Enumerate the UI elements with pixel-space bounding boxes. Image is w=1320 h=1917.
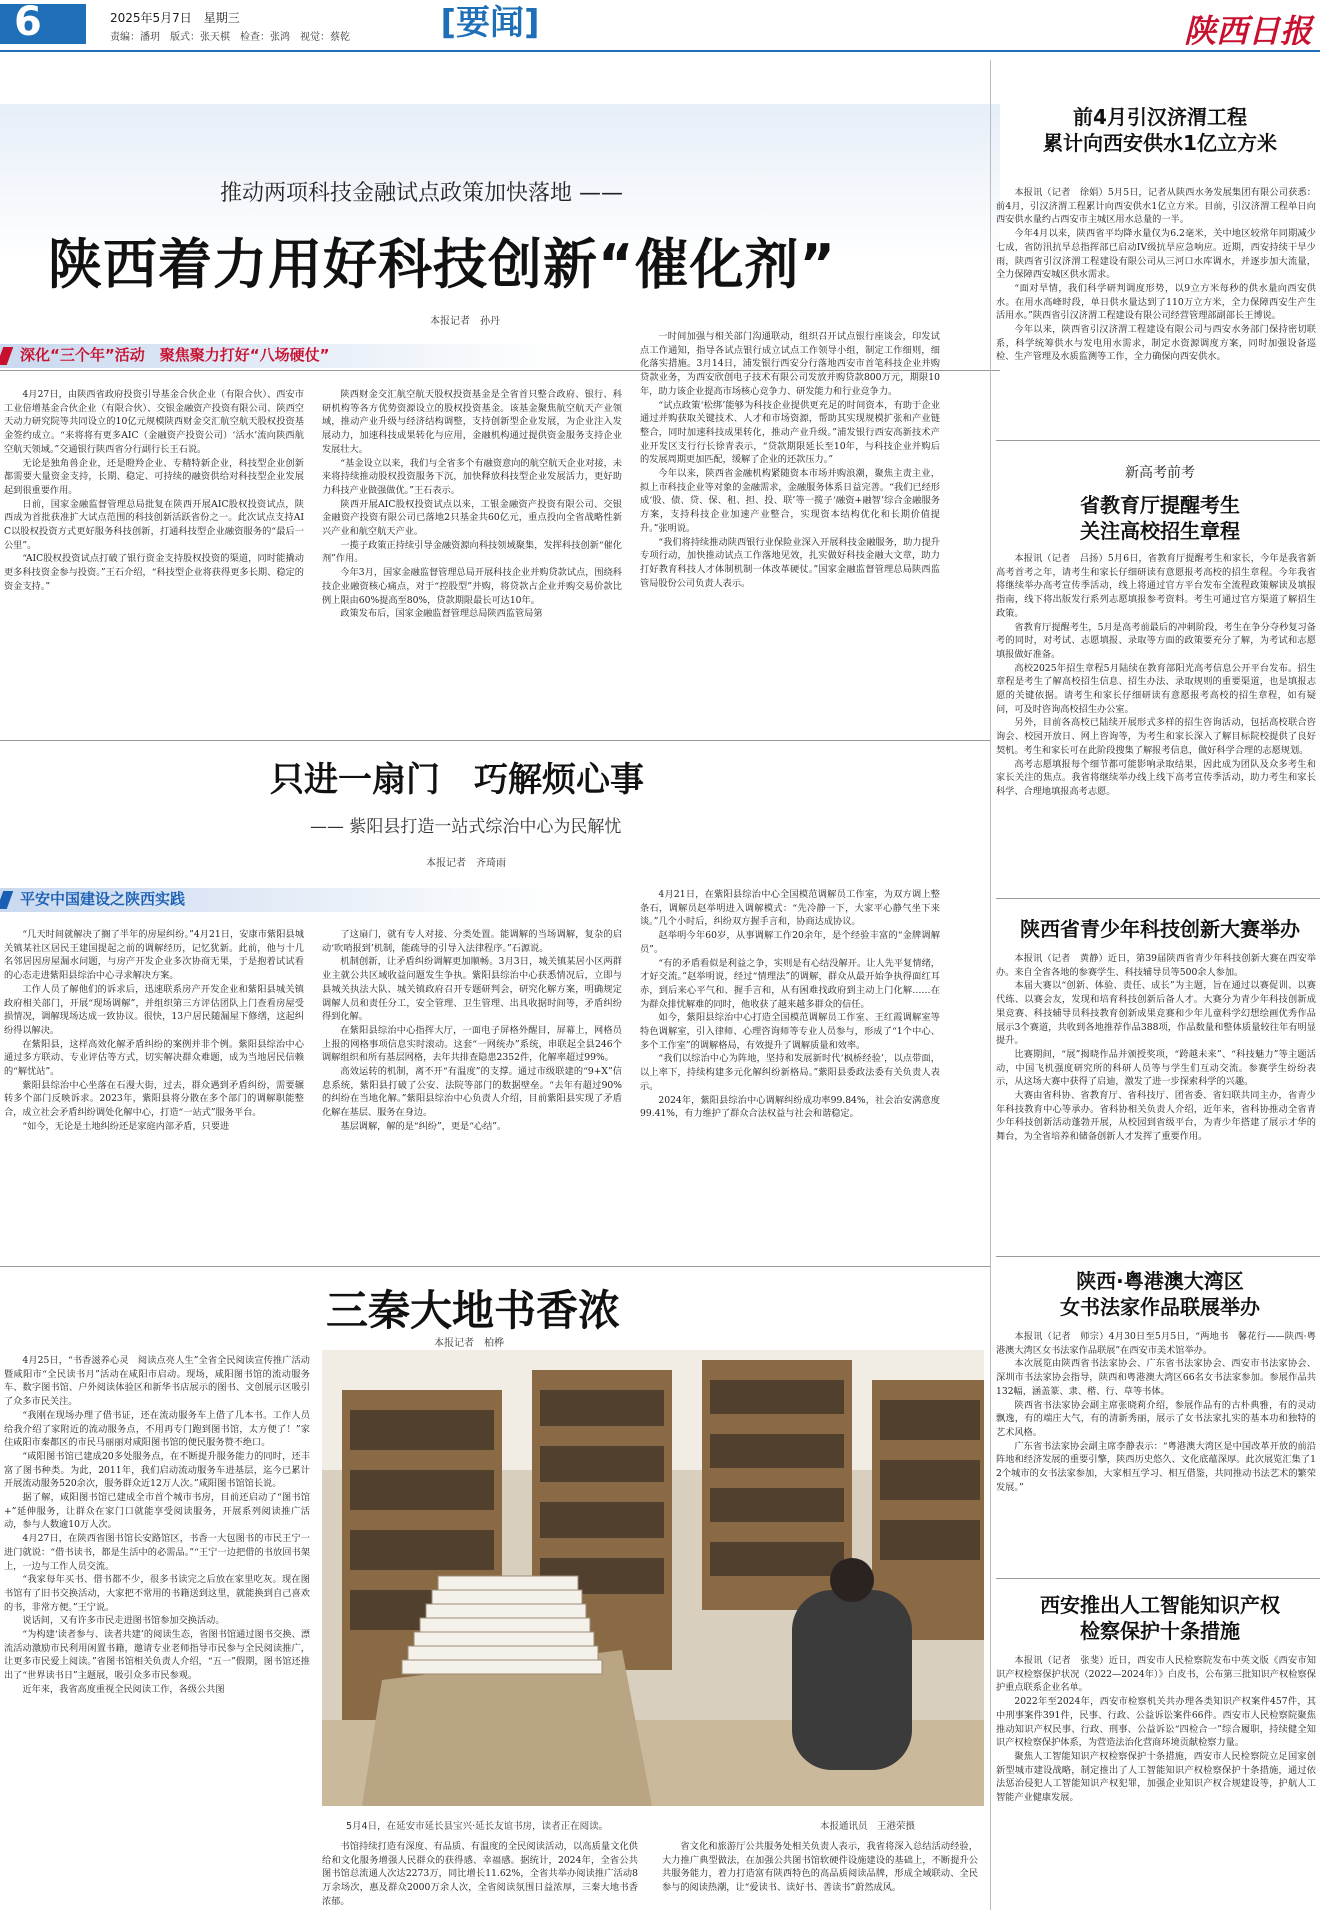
gaokao-kicker: 新高考前考 [1125,465,1195,481]
paragraph: 书馆持续打造有深度、有品质、有温度的全民阅读活动，以高质量文化供给和文化服务增强人民群众的获得感、幸福感。据统计，2024年，全省公共图书馆总流通人次达2273万，同比增长11.62%，全省共举办阅读推广活动8万余场次，惠及群众2000万余人次，全省阅读氛围日益浓厚，三秦大地书香浓郁。 [322,1841,638,1907]
bookstore-photo [322,1350,984,1806]
masthead-rule [0,50,1320,52]
paragraph: 另外，目前各高校已陆续开展形式多样的招生咨询活动，包括高校联合咨询会、校园开放日、网上咨询等，为考生和家长深入了解目标院校提供了良好契机。考生和家长可在此阶段搜集了解报考信息，做好科学合理的志愿规划。 [996,717,1316,756]
paragraph: 据了解，咸阳图书馆已建成全市首个城市书房，目前还启动了“图书馆+”延伸服务，让群众在家门口就能享受阅读服务，开展系列阅读推广活动，参与人数逾10万人次。 [4,1492,310,1531]
paragraph: “我们将持续推动陕西银行业保险业深入开展科技金融服务，助力提升专项行动，加快推动试点工作落地见效，扎实做好科技金融大文章，助力打好教育科技人才体制机制一体改革硬仗。”国家金融监督管理总局陕西监管局股份公司负责人表示。 [640,536,940,589]
paragraph: 赵举明今年60岁，从事调解工作20余年，是个经验丰富的“金牌调解员”。 [640,930,940,955]
paragraph: 陕西省书法家协会副主席张晓莉介绍，参展作品有的古朴典雅，有的灵动飘逸，有的端庄大气，有的清新秀丽，展示了女书法家扎实的基本功和独特的艺术风格。 [996,1399,1316,1438]
paragraph: 基层调解，解的是“纠纷”，更是“心结”。 [340,1120,507,1132]
paragraph: 一时间加强与相关部门沟通联动，组织召开试点银行座谈会，印发试点工作通知，指导各试点银行成立试点工作领导小组，制定工作细则，细化落实措施。3月14日，浦发银行西安分行落地西安市首笔科技企业并购贷款业务，为西安欣创电子技术有限公司发放并购贷款800万元，期限10年，助力该企业提高市场核心竞争力、研发能力和行业竞争力。 [640,331,940,397]
paragraph: 在紫阳县，这样高效化解矛盾纠纷的案例并非个例。紫阳县综治中心通过多方联动、专业评估等方式，切实解决群众难题，成为当地居民信赖的“解忧站”。 [4,1038,304,1078]
paragraph: 本报讯（记者 黄静）近日，第39届陕西省青少年科技创新大赛在西安举办。来自全省各地的参赛学生、科技辅导员等500余人参加。 [996,953,1316,978]
photo-caption: 5月4日，在延安市延长县宝兴·延长友谊书房，读者正在阅读。 [346,1821,609,1832]
paragraph: 本报讯（记者 徐娟）5月5日，记者从陕西水务发展集团有限公司获悉：前4月，引汉济渭工程累计向西安供水1亿立方米。目前，引汉济渭工程单日向西安供水量约占西安市主城区用水总量的一半。 [996,187,1316,226]
paragraph: 今年以来，陕西省金融机构紧随资本市场并购浪潮，聚焦主责主业，拟上市科技企业等对象的金融需求，金融服务体系日益完善。“我们已经形成‘股、债、贷、保、租、担、投、联’等一揽子‘融资+融智’综合金融服务方案，支持科技企业加速产业整合，实现资本结构优化和长期价值提升。”张明说。 [640,468,940,534]
paragraph: “AIC股权投资试点打破了银行资金支持股权投资的渠道，同时能撬动更多科技资金参与投资。”王石介绍，“科技型企业将获得更多长期、稳定的资金支持。” [4,553,304,592]
lead-byline: 本报记者 孙丹 [430,316,500,327]
lead-title: 陕西着力用好科技创新“催化剂” [48,233,836,296]
paragraph: “我们以综治中心为阵地，坚持和发展新时代‘枫桥经验’，以点带面，以上率下，持续构建多元化解纠纷新格局。”紫阳县委政法委有关负责人表示。 [640,1053,940,1092]
lead-kicker: 推动两项科技金融试点政策加快落地 —— [220,181,623,206]
paragraph: “如今，无论是土地纠纷还是家庭内部矛盾，只要进 [22,1120,230,1132]
books-byline: 本报记者 柏桦 [434,1338,504,1349]
calligraphy-body [996,1330,1316,1570]
paragraph: 今年3月，国家金融监督管理总局开展科技企业并购贷款试点，围绕科技企业融资核心痛点，对于“控股型”并购，将贷款占企业并购交易价款比例上限由60%提高至80%，贷款期限最长可达10年。 [322,567,622,606]
newspaper-logo: 陕西日报 [1184,12,1313,50]
section-divider [996,1578,1320,1579]
paragraph: 本次展览由陕西省书法家协会、广东省书法家协会、西安市书法家协会、深圳市书法家协会指导，陕西和粤港澳大湾区66名女书法家参加。参展作品共132幅，涵盖篆、隶、楷、行、草等书体。 [996,1358,1316,1397]
civil-title: 只进一扇门 巧解烦心事 [270,760,644,800]
paragraph: 聚焦人工智能知识产权检察保护十条措施，西安市人民检察院立足国家创新型城市建设战略，制定推出了人工智能知识产权检察保护十条措施，通过依法惩治侵犯人工智能知识产权犯罪，加强企业知识产权合规建设等，护航人工智能产业健康发展。 [996,1750,1316,1804]
paragraph: 4月27日，由陕西省政府投资引导基金合伙企业（有限合伙）、西安市工业倍增基金合伙企业（有限合伙）、交银金融资产投资有限公司、陕西空天动力研究院等共同设立的10亿元规模陕西财金交汇航空航天股权投资基金签约成立。“来将将有更多AIC（金融资产投资公司）‘活水’流向陕西航空航天领域。”交通银行陕西省分行副行长王石说。 [4,389,304,455]
calligraphy-title: 陕西·粤港澳大湾区 女书法家作品联展举办 [1060,1269,1260,1319]
paragraph: 比赛期间，“展”揭晓作品并颁授奖项，“跨越未来”、“科技魅力”等主题活动，中国飞机强度研究所的科研人员等与学生们互动交流。参赛学生纷纷表示，从这场大赛中获得了启迪，激发了进一步探索科学的兴趣。 [996,1048,1316,1088]
paragraph: 本报讯（记者 吕扬）5月6日，省教育厅提醒考生和家长，今年是我省新高考首考之年，请考生和家长仔细研读有意愿报考高校的招生章程。今年我省将继续举办高考宣传季活动，线上将通过官方平台发布全流程政策解读及填报指南，线下将出版发行系列志愿填报参考资料。考生可通过官方渠道了解招生政策。 [996,553,1316,619]
paragraph: 高考志愿填报每个细节都可能影响录取结果，因此成为团队及众多考生和家长关注的焦点。我省将继续举办线上线下高考宣传季活动，助力考生和家长科学、合理地填报高考志愿。 [996,758,1316,797]
section-name: [要闻] [440,3,540,43]
paragraph: 4月21日，在紫阳县综治中心全国模范调解员工作室，为双方调上整条石，调解员赵举明进入调解模式：“先冷静一下，大家平心静气坐下来谈。”几个小时后，纠纷双方握手言和，协商达成协议。 [640,889,940,928]
paragraph: 2024年，紫阳县综治中心调解纠纷成功率99.84%，社会治安满意度99.41%，有力维护了群众合法权益与社会和谐稳定。 [640,1094,940,1120]
civil-section-bar [0,888,560,912]
youth-body [996,952,1316,1248]
paragraph: 大赛由省科协、省教育厅、省科技厅、团省委、省妇联共同主办，省青少年科技教育中心等承办。省科协相关负责人介绍，近年来，省科协推动全省青少年科技创新活动蓬勃开展，从校园到省级平台，为青少年搭建了展示才华的舞台，为全省培养和储备创新人才发挥了重要作用。 [996,1090,1316,1143]
paragraph: “基金设立以来，我们与全省多个有融资意向的航空航天企业对接，未来将持续推动股权投资服务下沉，加快释放科技型企业发展活力，更好助力科技产业做强做优。”王石表示。 [322,457,622,496]
paragraph: 本届大赛以“创新、体验、责任、成长”为主题，旨在通过以赛促训、以赛代练、以赛会友，发现和培育科技创新后备人才。大赛分为青少年科技创新成果竞赛、科技辅导员科技教育创新成果竞赛和少年儿童科学幻想绘画优秀作品展示3个赛道，共收到各地推荐作品388项，作品数量和整体质量较往年有明显提升。 [996,980,1316,1047]
youth-title: 陕西省青少年科技创新大赛举办 [1020,917,1300,941]
paragraph: 日前，国家金融监督管理总局批复在陕西开展AIC股权投资试点，陕西成为首批获准扩大试点范围的科技创新活跃省份之一。此次试点支持AIC以股权投资方式更好服务科技创新，打通科技型企业融资服务的“最后一公里”。 [4,498,304,551]
paragraph: “试点政策‘松绑’能够为科技企业提供更充足的时间资本，有助于企业通过并购获取关键技术、人才和市场资源，帮助其实现规模扩张和产业链整合，同时加速科技成果转化，推动产业升级。”浦发银行西安高新技术产业开发区支行行长徐青表示，“贷款期限延长至10年，与科技企业并购后的发展周期更加匹配，缓解了企业的还款压力。” [640,399,940,466]
civil-byline: 本报记者 齐琦雨 [426,858,506,869]
water-title: 前4月引汉济渭工程 累计向西安供水1亿立方米 [1043,105,1277,155]
paragraph: “为构建‘读者参与、读者共建’的阅读生态，省图书馆通过图书交换、漂流活动激励市民利用闲置书籍，邀请专业老师指导市民参与全民阅读推广，让更多市民爱上阅读。”省图书馆相关负责人介绍，“五一”假期，图书馆还推出了“世界读书日”主题展，吸引众多市民参观。 [4,1629,310,1682]
civil-col-3 [640,888,940,1268]
books-col-1 [4,1354,310,1910]
books-title: 三秦大地书香浓 [326,1286,621,1335]
lead-section-bar [0,344,560,368]
books-col-2 [322,1840,638,1912]
lead-section-label: 深化“三个年”活动 聚焦聚力打好“八场硬仗” [20,346,330,364]
civil-col-1 [4,928,304,1268]
civil-col-2 [322,928,622,1268]
lead-col-1 [4,388,304,730]
bookstore-photo-illustration [322,1350,984,1806]
paragraph: 省教育厅提醒考生，5月是高考前最后的冲刺阶段，考生在争分夺秒复习备考的同时，对考试、志愿填报、录取等方面的政策要充分了解，为考试和志愿填报做好准备。 [996,621,1316,660]
paragraph: 今年4月以来，陕西省平均降水量仅为6.2毫米，关中地区较常年同期减少七成，省防汛抗旱总指挥部已启动IV级抗旱应急响应。近期，西安持续干旱少雨，陕西省引汉济渭工程建设有限公司从三河口水库调水，并逐步加大流量，全力保障西安城区供水需求。 [996,228,1316,281]
paragraph: “面对旱情，我们科学研判调度形势，以9立方米每秒的供水量向西安供水。在用水高峰时段，单日供水量达到了110万立方米，全力保障西安生产生活用水。”陕西省引汉济渭工程建设有限公司经营管理部副部长王博说。 [996,282,1316,322]
paragraph: 今年以来，陕西省引汉济渭工程建设有限公司与西安水务部门保持密切联系，科学统筹供水与发电用水需求，制定水资源调度方案，同时加强设备巡检、生产管理及水质监测等工作，全力确保向西安供水。 [996,324,1316,363]
paragraph: 陕西开展AIC股权投资试点以来，工银金融资产投资有限公司、交银金融资产投资有限公司已落地2只基金共60亿元，重点投向全省战略性新兴产业和航空航天产业。 [322,498,622,538]
paragraph: 一揽子政策正持续引导金融资源向科技领域聚集，发挥科技创新“催化剂”作用。 [322,539,622,565]
paragraph: “咸阳图书馆已建成20多处服务点，在不断提升服务能力的同时，还丰富了图书种类。为此，2011年，我们启动流动服务车进基层，迄今已累计开展流动服务520余次，服务群众近12万人次。”咸阳图书馆馆长说。 [4,1450,310,1490]
gaokao-body [996,552,1316,892]
paragraph: 紫阳县综治中心坐落在石漫大街，过去，群众遇到矛盾纠纷，需要辗转多个部门反映诉求。2023年，紫阳县将分散在多个部门的调解职能整合，成立社会矛盾纠纷调处化解中心，打造“一站式”服务平台。 [4,1079,304,1119]
ip-title: 西安推出人工智能知识产权 检察保护十条措施 [1040,1593,1280,1643]
section-divider [996,898,1320,899]
civil-section-label: 平安中国建设之陕西实践 [20,890,186,908]
paragraph: 政策发布后，国家金融监督管理总局陕西监管局第 [340,608,543,620]
paragraph: “我刚在现场办理了借书证，还在流动服务车上借了几本书。工作人员给我介绍了家附近的流动服务点，不用再专门跑到图书馆，太方便了！”家住咸阳市秦都区的市民马丽丽对咸阳图书馆的便民服务赞不绝口。 [4,1409,310,1449]
lead-col-2 [322,388,622,730]
paragraph: 近年来，我省高度重视全民阅读工作，各级公共图 [22,1683,225,1695]
section-divider [996,1256,1320,1257]
photo-credit: 本报通讯员 王港荣摄 [820,1821,916,1832]
paragraph: 4月25日，“书香滋养心灵 阅读点亮人生”全省全民阅读宣传推广活动暨咸阳市“全民读书月”活动在咸阳市启动。现场，咸阳图书馆的流动服务车、数字图书馆、户外阅读体验区和新华书店展示的图书、文创展示区吸引了众多市民关注。 [4,1355,310,1408]
paragraph: 本报讯（记者 张斐）近日，西安市人民检察院发布中英文版《西安市知识产权检察保护状况（2022—2024年）》白皮书，公布第三批知识产权检察保护重点联系企业名单。 [996,1655,1316,1694]
page-number-block [0,4,86,44]
paragraph: 工作人员了解他们的诉求后，迅速联系房产开发企业和紫阳县城关镇政府相关部门，开展“现场调解”，并组织第三方评估团队上门查看房屋受损情况，调解现场达成一致协议。很快，13户居民随漏屋下修缮，这起纠纷得以解决。 [4,983,304,1036]
paragraph: 无论是独角兽企业，还是瞪羚企业、专精特新企业，科技型企业创新都需要大量资金支持，长期、稳定、可持续的融资供给对科技型企业发展起到很重要作用。 [4,457,304,496]
section-divider [996,440,1320,441]
gaokao-title: 省教育厅提醒考生 关注高校招生章程 [1080,493,1240,543]
water-body [996,186,1316,434]
paragraph: 陕西财金交汇航空航天股权投资基金是全省首只整合政府、银行、科研机构等各方优势资源设立的股权投资基金。该基金聚焦航空航天产业领域，推动产业升级与经济结构调整，支持创新型企业发展，为企业注入发展动力，加速科技成果转化与应用，金融机构通过提供资金服务支持企业发展壮大。 [322,389,622,455]
paragraph: 2022年至2024年，西安市检察机关共办理各类知识产权案件457件，其中刑事案件391件，民事、行政、公益诉讼案件66件。西安市人民检察院聚焦推动知识产权民事、行政、刑事、公益诉讼“四检合一”综合履职，持续健全知识产权检察保护体系，为营造法治化营商环境贡献检察力量。 [996,1696,1316,1749]
books-col-3 [662,1840,978,1912]
paragraph: 省文化和旅游厅公共服务处相关负责人表示，我省将深入总结活动经验，大力推广典型做法，在加强公共图书馆软硬件设施建设的基础上，不断提升公共服务能力，着力打造富有陕西特色的高品质阅读品牌，形成全域联动、全民参与的阅读热潮，让“爱读书、读好书、善读书”蔚然成风。 [662,1841,978,1894]
section-divider [0,740,990,741]
paragraph: 本报讯（记者 师宗）4月30日至5月5日，“两地书 馨花行——陕西·粤港澳大湾区女书法家作品联展”在西安市美术馆举办。 [996,1331,1316,1356]
section-divider [0,1266,990,1267]
paragraph: “有的矛盾看似是利益之争，实则是有心结没解开。让人先平复情绪，才好交流。”赵举明说，经过“情理法”的调解，群众从最开始争执得面红耳赤，到后来心平气和、握手言和，从有困难找政府到主动上门化解……在为群众排忧解难的同时，他收获了越来越多群众的信任。 [640,957,940,1010]
masthead [0,0,1320,50]
paragraph: 机制创新，让矛盾纠纷调解更加顺畅。3月3日，城关镇某居小区两群业主就公共区域收益问题发生争执。紫阳县综治中心获悉情况后，立即与县城关执法大队、城关镇政府召开专题研判会，研究化解方案，明确规定调解人员和责任分工，安全管理、卫生管理、出具收据时间等，矛盾纠纷得到化解。 [322,956,622,1023]
paragraph: 了这扇门，就有专人对接、分类处置。能调解的当场调解，复杂的启动‘吹哨报到’机制，能疏导的引导入法律程序。”石源说。 [322,929,622,954]
ip-body [996,1654,1316,1910]
paragraph: 在紫阳县综治中心指挥大厅，一面电子屏格外醒目，屏幕上，网格员上报的网格事项信息实时滚动。这套“一网统办”系统，串联起全县246个调解组织和所有基层网格，去年共排查隐患2352件，化解率超过99%。 [322,1024,622,1064]
paragraph: 高效运转的机制，离不开“有温度”的支撑。通过市级联建的“9+X”信息系统，紫阳县打破了公安、法院等部门的数据壁垒。“去年有超过90%的纠纷在当地化解。”紫阳县综治中心负责人介绍，目前紫阳县实现了矛盾化解在基层、服务在身边。 [322,1066,622,1119]
editors-line: 责编：潘玥 版式：张天棋 检查：张鸿 视觉：蔡乾 [110,32,350,43]
civil-subtitle: —— 紫阳县打造一站式综治中心为民解忧 [310,817,622,837]
paragraph: 4月27日，在陕西省图书馆长安路馆区，书香一大包图书的市民王宁一进门就说：“借书读书，都是生活中的必需品。”“王宁一边把借的书放回书架上，一边与工作人员交流。 [4,1533,310,1572]
paragraph: 说话间，又有许多市民走进图书馆参加交换活动。 [22,1615,225,1627]
paragraph: “我家每年买书、借书都不少，很多书读完之后放在家里吃灰。现在图书馆有了旧书交换活动，大家把不常用的书籍送到这里，就能换到自己喜欢的书，非常方便。”王宁说。 [4,1574,310,1613]
issue-date: 2025年5月7日 星期三 [110,11,240,25]
page-number: 6 [14,0,42,45]
paragraph: 高校2025年招生章程5月陆续在教育部阳光高考信息公开平台发布。招生章程是考生了解高校招生信息、招生办法、录取规则的重要渠道，也是填报志愿的关键依据。请考生和家长仔细研读有意愿报考高校的招生章程，如有疑问，可及时咨询高校招生办公室。 [996,662,1316,715]
column-divider [990,60,991,1910]
paragraph: 广东省书法家协会副主席李静表示：“粤港澳大湾区是中国改革开放的前沿阵地和经济发展的重要引擎，陕西历史悠久、文化底蕴深厚。此次展览汇集了12个城市的女书法家参加，大家相互学习、相互借鉴，共同推动书法艺术的繁荣发展。” [996,1440,1316,1493]
paragraph: 如今，紫阳县综治中心打造全国模范调解员工作室、王红霞调解室等特色调解室，引入律师、心理咨询师等专业人员参与，形成了“1个中心、多个工作室”的调解格局，有效提升了调解质量和效率。 [640,1012,940,1051]
lead-col-3 [640,330,940,730]
paragraph: “几天时间就解决了搁了半年的房屋纠纷。”4月21日，安康市紫阳县城关镇某社区居民王建国提起之前的调解经历，记忆犹新。此前，他与十几名邻居因房屋漏水问题，与房产开发企业多次协商无果，于是抱着试试看的心态走进紫阳县综治中心寻求解决方案。 [4,929,304,982]
